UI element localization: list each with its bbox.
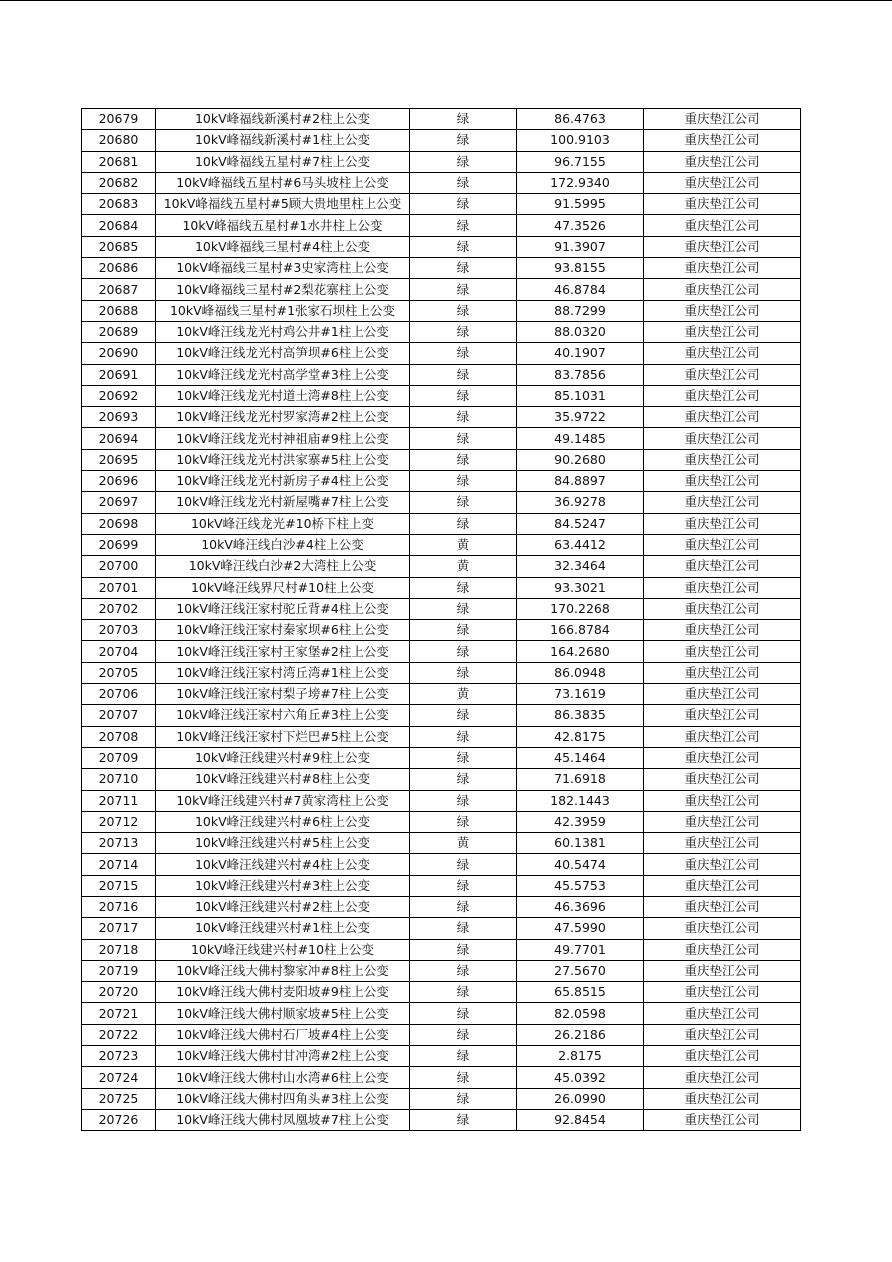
value-cell: 90.2680: [517, 449, 644, 470]
status-color-cell: 绿: [410, 1109, 517, 1130]
value-cell: 27.5670: [517, 960, 644, 981]
table-row: [82, 854, 801, 875]
company-cell: 重庆垫江公司: [644, 811, 801, 832]
transformer-name-cell: 10kV峰汪线汪家村湾丘湾#1柱上公变: [156, 662, 410, 683]
company-cell: 重庆垫江公司: [644, 109, 801, 130]
id-cell: 20703: [82, 620, 156, 641]
transformer-name-cell: 10kV峰汪线建兴村#8柱上公变: [156, 769, 410, 790]
value-cell: 46.8784: [517, 279, 644, 300]
id-cell: 20681: [82, 151, 156, 172]
company-cell: 重庆垫江公司: [644, 172, 801, 193]
id-cell: 20710: [82, 769, 156, 790]
transformer-name-cell: 10kV峰汪线建兴村#10柱上公变: [156, 939, 410, 960]
status-color-cell: 绿: [410, 918, 517, 939]
value-cell: 35.9722: [517, 407, 644, 428]
status-color-cell: 绿: [410, 960, 517, 981]
table-row: [82, 726, 801, 747]
value-cell: 65.8515: [517, 982, 644, 1003]
value-cell: 63.4412: [517, 534, 644, 555]
table-row: [82, 811, 801, 832]
company-cell: 重庆垫江公司: [644, 1003, 801, 1024]
value-cell: 182.1443: [517, 790, 644, 811]
transformer-name-cell: 10kV峰汪线汪家村王家堡#2柱上公变: [156, 641, 410, 662]
status-color-cell: 绿: [410, 449, 517, 470]
company-cell: 重庆垫江公司: [644, 385, 801, 406]
status-color-cell: 绿: [410, 471, 517, 492]
status-color-cell: 绿: [410, 321, 517, 342]
company-cell: 重庆垫江公司: [644, 790, 801, 811]
transformer-name-cell: 10kV峰汪线龙光#10桥下柱上变: [156, 513, 410, 534]
transformer-name-cell: 10kV峰汪线龙光村高笋坝#6柱上公变: [156, 343, 410, 364]
table-row: [82, 534, 801, 555]
company-cell: 重庆垫江公司: [644, 1024, 801, 1045]
status-color-cell: 黄: [410, 556, 517, 577]
transformer-name-cell: 10kV峰汪线建兴村#3柱上公变: [156, 875, 410, 896]
table-row: [82, 492, 801, 513]
transformer-name-cell: 10kV峰汪线龙光村神祖庙#9柱上公变: [156, 428, 410, 449]
value-cell: 40.1907: [517, 343, 644, 364]
transformer-name-cell: 10kV峰汪线界尺村#10柱上公变: [156, 577, 410, 598]
id-cell: 20725: [82, 1088, 156, 1109]
transformer-name-cell: 10kV峰汪线汪家村下烂巴#5柱上公变: [156, 726, 410, 747]
id-cell: 20695: [82, 449, 156, 470]
table-row: [82, 130, 801, 151]
company-cell: 重庆垫江公司: [644, 705, 801, 726]
transformer-name-cell: 10kV峰汪线大佛村山水湾#6柱上公变: [156, 1067, 410, 1088]
value-cell: 47.5990: [517, 918, 644, 939]
table-row: [82, 641, 801, 662]
company-cell: 重庆垫江公司: [644, 960, 801, 981]
value-cell: 40.5474: [517, 854, 644, 875]
value-cell: 86.0948: [517, 662, 644, 683]
status-color-cell: 绿: [410, 1003, 517, 1024]
id-cell: 20720: [82, 982, 156, 1003]
value-cell: 91.3907: [517, 236, 644, 257]
status-color-cell: 绿: [410, 385, 517, 406]
company-cell: 重庆垫江公司: [644, 556, 801, 577]
value-cell: 26.2186: [517, 1024, 644, 1045]
status-color-cell: 绿: [410, 151, 517, 172]
company-cell: 重庆垫江公司: [644, 982, 801, 1003]
status-color-cell: 绿: [410, 577, 517, 598]
id-cell: 20707: [82, 705, 156, 726]
table-row: [82, 705, 801, 726]
transformer-name-cell: 10kV峰汪线建兴村#6柱上公变: [156, 811, 410, 832]
table-row: [82, 620, 801, 641]
value-cell: 84.5247: [517, 513, 644, 534]
company-cell: 重庆垫江公司: [644, 236, 801, 257]
status-color-cell: 绿: [410, 428, 517, 449]
table-row: [82, 194, 801, 215]
value-cell: 26.0990: [517, 1088, 644, 1109]
transformer-name-cell: 10kV峰汪线大佛村凤凰坡#7柱上公变: [156, 1109, 410, 1130]
status-color-cell: 绿: [410, 1067, 517, 1088]
value-cell: 71.6918: [517, 769, 644, 790]
id-cell: 20682: [82, 172, 156, 193]
status-color-cell: 绿: [410, 875, 517, 896]
status-color-cell: 绿: [410, 364, 517, 385]
transformer-name-cell: 10kV峰汪线龙光村新房子#4柱上公变: [156, 471, 410, 492]
value-cell: 47.3526: [517, 215, 644, 236]
status-color-cell: 绿: [410, 279, 517, 300]
transformer-name-cell: 10kV峰汪线建兴村#4柱上公变: [156, 854, 410, 875]
transformer-name-cell: 10kV峰福线五星村#1水井柱上公变: [156, 215, 410, 236]
value-cell: 86.4763: [517, 109, 644, 130]
company-cell: 重庆垫江公司: [644, 534, 801, 555]
company-cell: 重庆垫江公司: [644, 130, 801, 151]
table-row: [82, 896, 801, 917]
value-cell: 170.2268: [517, 598, 644, 619]
status-color-cell: 绿: [410, 790, 517, 811]
transformer-name-cell: 10kV峰汪线龙光村鸡公井#1柱上公变: [156, 321, 410, 342]
transformer-name-cell: 10kV峰汪线大佛村顺家坡#5柱上公变: [156, 1003, 410, 1024]
transformer-name-cell: 10kV峰汪线建兴村#7黄家湾柱上公变: [156, 790, 410, 811]
status-color-cell: 绿: [410, 811, 517, 832]
id-cell: 20702: [82, 598, 156, 619]
transformer-name-cell: 10kV峰汪线龙光村新屋嘴#7柱上公变: [156, 492, 410, 513]
transformer-name-cell: 10kV峰汪线龙光村洪家寨#5柱上公变: [156, 449, 410, 470]
company-cell: 重庆垫江公司: [644, 194, 801, 215]
transformer-name-cell: 10kV峰福线三星村#4柱上公变: [156, 236, 410, 257]
id-cell: 20721: [82, 1003, 156, 1024]
id-cell: 20722: [82, 1024, 156, 1045]
value-cell: 49.7701: [517, 939, 644, 960]
table-row: [82, 769, 801, 790]
status-color-cell: 绿: [410, 598, 517, 619]
value-cell: 84.8897: [517, 471, 644, 492]
table-row: [82, 321, 801, 342]
status-color-cell: 绿: [410, 896, 517, 917]
status-color-cell: 绿: [410, 1046, 517, 1067]
status-color-cell: 绿: [410, 620, 517, 641]
company-cell: 重庆垫江公司: [644, 364, 801, 385]
table-row: [82, 577, 801, 598]
value-cell: 46.3696: [517, 896, 644, 917]
company-cell: 重庆垫江公司: [644, 471, 801, 492]
company-cell: 重庆垫江公司: [644, 321, 801, 342]
id-cell: 20717: [82, 918, 156, 939]
company-cell: 重庆垫江公司: [644, 875, 801, 896]
status-color-cell: 绿: [410, 939, 517, 960]
company-cell: 重庆垫江公司: [644, 726, 801, 747]
value-cell: 93.3021: [517, 577, 644, 598]
id-cell: 20684: [82, 215, 156, 236]
table-row: [82, 1046, 801, 1067]
status-color-cell: 绿: [410, 726, 517, 747]
status-color-cell: 绿: [410, 300, 517, 321]
status-color-cell: 绿: [410, 1024, 517, 1045]
table-row: [82, 471, 801, 492]
transformer-name-cell: 10kV峰汪线白沙#4柱上公变: [156, 534, 410, 555]
value-cell: 45.0392: [517, 1067, 644, 1088]
status-color-cell: 黄: [410, 684, 517, 705]
transformer-name-cell: 10kV峰福线三星村#1张家石坝柱上公变: [156, 300, 410, 321]
transformer-name-cell: 10kV峰福线新溪村#1柱上公变: [156, 130, 410, 151]
id-cell: 20694: [82, 428, 156, 449]
status-color-cell: 黄: [410, 534, 517, 555]
status-color-cell: 绿: [410, 194, 517, 215]
value-cell: 85.1031: [517, 385, 644, 406]
id-cell: 20699: [82, 534, 156, 555]
company-cell: 重庆垫江公司: [644, 620, 801, 641]
value-cell: 32.3464: [517, 556, 644, 577]
status-color-cell: 绿: [410, 705, 517, 726]
id-cell: 20685: [82, 236, 156, 257]
id-cell: 20705: [82, 662, 156, 683]
company-cell: 重庆垫江公司: [644, 577, 801, 598]
company-cell: 重庆垫江公司: [644, 492, 801, 513]
transformer-name-cell: 10kV峰汪线建兴村#5柱上公变: [156, 833, 410, 854]
company-cell: 重庆垫江公司: [644, 939, 801, 960]
value-cell: 91.5995: [517, 194, 644, 215]
value-cell: 45.1464: [517, 747, 644, 768]
transformer-name-cell: 10kV峰福线五星村#7柱上公变: [156, 151, 410, 172]
table-row: [82, 833, 801, 854]
value-cell: 36.9278: [517, 492, 644, 513]
transformer-name-cell: 10kV峰汪线龙光村罗家湾#2柱上公变: [156, 407, 410, 428]
transformer-name-cell: 10kV峰汪线大佛村石厂坡#4柱上公变: [156, 1024, 410, 1045]
transformer-name-cell: 10kV峰汪线大佛村麦阳坡#9柱上公变: [156, 982, 410, 1003]
value-cell: 88.7299: [517, 300, 644, 321]
table-row: [82, 939, 801, 960]
value-cell: 92.8454: [517, 1109, 644, 1130]
table-row: [82, 449, 801, 470]
id-cell: 20715: [82, 875, 156, 896]
transformer-name-cell: 10kV峰汪线龙光村道土湾#8柱上公变: [156, 385, 410, 406]
status-color-cell: 绿: [410, 109, 517, 130]
table-body: [82, 109, 801, 1131]
table-row: [82, 407, 801, 428]
value-cell: 86.3835: [517, 705, 644, 726]
company-cell: 重庆垫江公司: [644, 151, 801, 172]
status-color-cell: 绿: [410, 130, 517, 151]
table-row: [82, 684, 801, 705]
table-row: [82, 747, 801, 768]
id-cell: 20726: [82, 1109, 156, 1130]
id-cell: 20697: [82, 492, 156, 513]
status-color-cell: 绿: [410, 258, 517, 279]
value-cell: 83.7856: [517, 364, 644, 385]
id-cell: 20693: [82, 407, 156, 428]
status-color-cell: 绿: [410, 662, 517, 683]
status-color-cell: 绿: [410, 407, 517, 428]
id-cell: 20709: [82, 747, 156, 768]
id-cell: 20718: [82, 939, 156, 960]
id-cell: 20680: [82, 130, 156, 151]
table-row: [82, 1003, 801, 1024]
id-cell: 20719: [82, 960, 156, 981]
status-color-cell: 绿: [410, 215, 517, 236]
id-cell: 20700: [82, 556, 156, 577]
transformer-name-cell: 10kV峰汪线大佛村甘冲湾#2柱上公变: [156, 1046, 410, 1067]
status-color-cell: 黄: [410, 833, 517, 854]
company-cell: 重庆垫江公司: [644, 279, 801, 300]
id-cell: 20688: [82, 300, 156, 321]
company-cell: 重庆垫江公司: [644, 918, 801, 939]
table-row: [82, 109, 801, 130]
company-cell: 重庆垫江公司: [644, 513, 801, 534]
status-color-cell: 绿: [410, 854, 517, 875]
table-row: [82, 790, 801, 811]
table-row: [82, 662, 801, 683]
company-cell: 重庆垫江公司: [644, 684, 801, 705]
transformer-name-cell: 10kV峰汪线建兴村#9柱上公变: [156, 747, 410, 768]
id-cell: 20714: [82, 854, 156, 875]
id-cell: 20687: [82, 279, 156, 300]
value-cell: 60.1381: [517, 833, 644, 854]
table-row: [82, 556, 801, 577]
company-cell: 重庆垫江公司: [644, 1109, 801, 1130]
transformer-name-cell: 10kV峰福线三星村#2梨花寨柱上公变: [156, 279, 410, 300]
table-row: [82, 875, 801, 896]
company-cell: 重庆垫江公司: [644, 1046, 801, 1067]
table-row: [82, 258, 801, 279]
status-color-cell: 绿: [410, 641, 517, 662]
value-cell: 96.7155: [517, 151, 644, 172]
table-row: [82, 982, 801, 1003]
table-row: [82, 343, 801, 364]
table-row: [82, 513, 801, 534]
id-cell: 20711: [82, 790, 156, 811]
company-cell: 重庆垫江公司: [644, 598, 801, 619]
value-cell: 73.1619: [517, 684, 644, 705]
company-cell: 重庆垫江公司: [644, 896, 801, 917]
company-cell: 重庆垫江公司: [644, 428, 801, 449]
id-cell: 20679: [82, 109, 156, 130]
value-cell: 93.8155: [517, 258, 644, 279]
company-cell: 重庆垫江公司: [644, 641, 801, 662]
id-cell: 20708: [82, 726, 156, 747]
value-cell: 42.8175: [517, 726, 644, 747]
table-row: [82, 428, 801, 449]
value-cell: 172.9340: [517, 172, 644, 193]
id-cell: 20683: [82, 194, 156, 215]
table-row: [82, 1109, 801, 1130]
value-cell: 49.1485: [517, 428, 644, 449]
transformer-name-cell: 10kV峰汪线汪家村六角丘#3柱上公变: [156, 705, 410, 726]
id-cell: 20713: [82, 833, 156, 854]
table-row: [82, 215, 801, 236]
transformer-name-cell: 10kV峰汪线大佛村四角头#3柱上公变: [156, 1088, 410, 1109]
transformer-table: [81, 108, 801, 1131]
transformer-name-cell: 10kV峰汪线汪家村秦家坝#6柱上公变: [156, 620, 410, 641]
company-cell: 重庆垫江公司: [644, 1088, 801, 1109]
table-row: [82, 960, 801, 981]
status-color-cell: 绿: [410, 492, 517, 513]
company-cell: 重庆垫江公司: [644, 833, 801, 854]
transformer-name-cell: 10kV峰福线五星村#6马头坡柱上公变: [156, 172, 410, 193]
company-cell: 重庆垫江公司: [644, 215, 801, 236]
value-cell: 45.5753: [517, 875, 644, 896]
table-row: [82, 236, 801, 257]
table-row: [82, 1067, 801, 1088]
company-cell: 重庆垫江公司: [644, 300, 801, 321]
value-cell: 164.2680: [517, 641, 644, 662]
id-cell: 20696: [82, 471, 156, 492]
status-color-cell: 绿: [410, 513, 517, 534]
id-cell: 20689: [82, 321, 156, 342]
status-color-cell: 绿: [410, 172, 517, 193]
value-cell: 166.8784: [517, 620, 644, 641]
transformer-name-cell: 10kV峰汪线汪家村梨子塝#7柱上公变: [156, 684, 410, 705]
table-row: [82, 151, 801, 172]
status-color-cell: 绿: [410, 236, 517, 257]
id-cell: 20692: [82, 385, 156, 406]
id-cell: 20712: [82, 811, 156, 832]
table-row: [82, 918, 801, 939]
id-cell: 20686: [82, 258, 156, 279]
transformer-name-cell: 10kV峰汪线白沙#2大湾柱上公变: [156, 556, 410, 577]
id-cell: 20691: [82, 364, 156, 385]
table-row: [82, 279, 801, 300]
transformer-name-cell: 10kV峰汪线大佛村黎家冲#8柱上公变: [156, 960, 410, 981]
table-row: [82, 364, 801, 385]
table-row: [82, 300, 801, 321]
company-cell: 重庆垫江公司: [644, 1067, 801, 1088]
id-cell: 20704: [82, 641, 156, 662]
company-cell: 重庆垫江公司: [644, 407, 801, 428]
company-cell: 重庆垫江公司: [644, 854, 801, 875]
id-cell: 20701: [82, 577, 156, 598]
transformer-name-cell: 10kV峰汪线龙光村高学堂#3柱上公变: [156, 364, 410, 385]
transformer-name-cell: 10kV峰汪线建兴村#2柱上公变: [156, 896, 410, 917]
company-cell: 重庆垫江公司: [644, 662, 801, 683]
transformer-name-cell: 10kV峰福线三星村#3史家湾柱上公变: [156, 258, 410, 279]
id-cell: 20706: [82, 684, 156, 705]
company-cell: 重庆垫江公司: [644, 747, 801, 768]
company-cell: 重庆垫江公司: [644, 258, 801, 279]
status-color-cell: 绿: [410, 769, 517, 790]
value-cell: 100.9103: [517, 130, 644, 151]
table-row: [82, 172, 801, 193]
status-color-cell: 绿: [410, 747, 517, 768]
value-cell: 42.3959: [517, 811, 644, 832]
transformer-name-cell: 10kV峰福线新溪村#2柱上公变: [156, 109, 410, 130]
transformer-name-cell: 10kV峰福线五星村#5顾大贵地里柱上公变: [156, 194, 410, 215]
id-cell: 20716: [82, 896, 156, 917]
status-color-cell: 绿: [410, 982, 517, 1003]
id-cell: 20724: [82, 1067, 156, 1088]
value-cell: 88.0320: [517, 321, 644, 342]
page-top-border: [0, 0, 892, 1]
value-cell: 82.0598: [517, 1003, 644, 1024]
status-color-cell: 绿: [410, 1088, 517, 1109]
company-cell: 重庆垫江公司: [644, 343, 801, 364]
value-cell: 2.8175: [517, 1046, 644, 1067]
status-color-cell: 绿: [410, 343, 517, 364]
company-cell: 重庆垫江公司: [644, 449, 801, 470]
table-row: [82, 385, 801, 406]
id-cell: 20698: [82, 513, 156, 534]
table-row: [82, 1024, 801, 1045]
table-row: [82, 598, 801, 619]
id-cell: 20723: [82, 1046, 156, 1067]
transformer-name-cell: 10kV峰汪线汪家村驼丘背#4柱上公变: [156, 598, 410, 619]
id-cell: 20690: [82, 343, 156, 364]
table-row: [82, 1088, 801, 1109]
company-cell: 重庆垫江公司: [644, 769, 801, 790]
transformer-name-cell: 10kV峰汪线建兴村#1柱上公变: [156, 918, 410, 939]
